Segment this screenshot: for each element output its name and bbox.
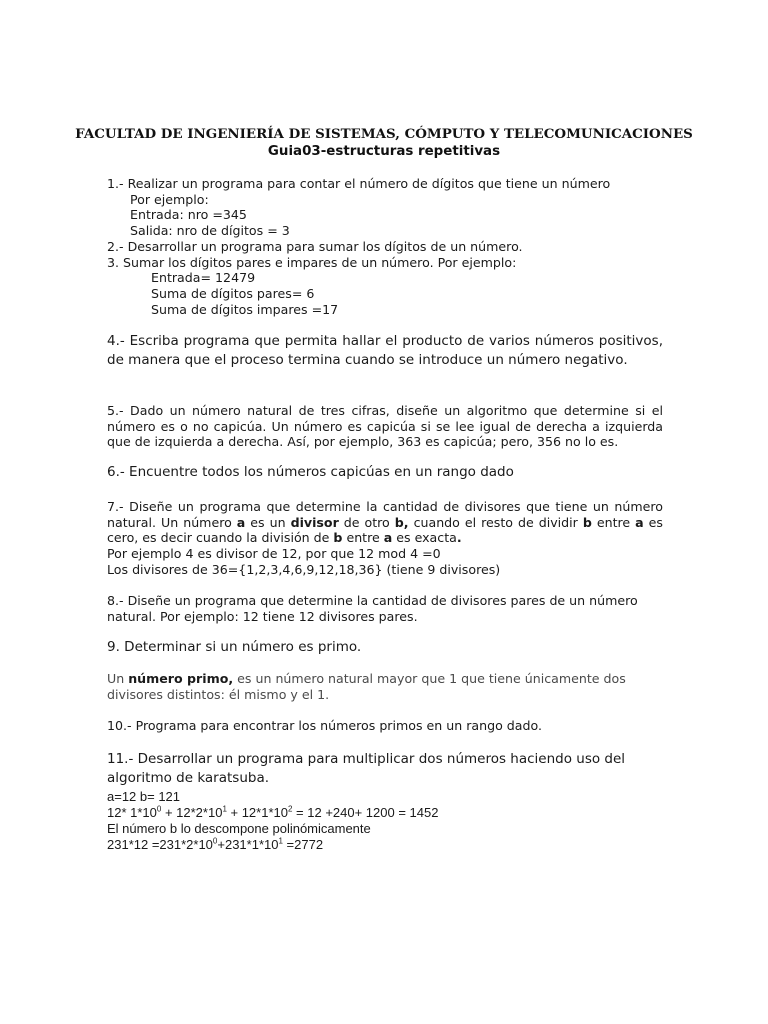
math-part: + 12*1*10 bbox=[226, 805, 288, 820]
exercise-1-text: 1.- Realizar un programa para contar el número de dígitos que tiene un número bbox=[107, 176, 611, 191]
exercise-1 bbox=[107, 176, 663, 317]
math-part: 12* 1*10 bbox=[107, 805, 157, 820]
karatsuba-expansion-a bbox=[107, 805, 663, 821]
ex7-text-part: es exacta bbox=[392, 530, 457, 546]
exercise-10 bbox=[107, 718, 663, 734]
ex7-var-a: a bbox=[635, 514, 644, 530]
exercise-2-text: 2.- Desarrollar un programa para sumar los dígitos de un número. bbox=[107, 238, 523, 254]
exercise-7-text bbox=[107, 499, 663, 546]
exercise-3-even-sum: Suma de dígitos pares= 6 bbox=[151, 285, 315, 301]
exponent: 0 bbox=[212, 836, 218, 846]
prime-text-part: Un bbox=[107, 671, 129, 686]
exercise-11-text: 11.- Desarrollar un programa para multiplicar dos números haciendo uso del algoritmo de karatsuba. bbox=[107, 751, 626, 786]
exercise-4 bbox=[107, 332, 663, 370]
prime-definition bbox=[107, 671, 663, 702]
exercise-7-example: Por ejemplo 4 es divisor de 12, por que 12 mod 4 =0 bbox=[107, 546, 441, 562]
ex7-text-part: cuando el resto de dividir bbox=[408, 514, 583, 530]
exponent: 2 bbox=[287, 804, 293, 814]
ex7-text-part: es cero, es decir cuando la división de bbox=[107, 514, 663, 546]
exercise-1-output: Salida: nro de dígitos = 3 bbox=[130, 223, 290, 239]
exercise-1-example-label: Por ejemplo: bbox=[130, 191, 209, 207]
math-part: 231*12 =231*2*10 bbox=[107, 837, 213, 852]
karatsuba-values: a=12 b= 121 bbox=[107, 789, 181, 804]
exercise-3-input: Entrada= 12479 bbox=[151, 270, 256, 286]
karatsuba-description: El número b lo descompone polinómicamente bbox=[107, 821, 371, 836]
document-header bbox=[0, 126, 768, 160]
guide-subtitle: Guia03-estructuras repetitivas bbox=[267, 144, 501, 159]
exercise-5-text: 5.- Dado un número natural de tres cifras, diseñe un algoritmo que determine si el número es o no capicúa. Un número es capicúa si se lee igual de derecha a izquierda que de izquierda a derecha. Así, por ejemplo, 363 es capicúa; pero, 356 no lo es. bbox=[107, 403, 663, 450]
exercise-6-text: 6.- Encuentre todos los números capicúas en un rango dado bbox=[107, 464, 514, 480]
exercise-1-input: Entrada: nro =345 bbox=[130, 207, 247, 223]
exponent: 0 bbox=[156, 804, 162, 814]
ex7-var-b: b bbox=[582, 514, 592, 530]
faculty-title: FACULTAD DE INGENIERÍA DE SISTEMAS, CÓMPUTO Y TELECOMUNICACIONES bbox=[75, 126, 693, 142]
ex7-var-a: a bbox=[236, 514, 246, 530]
exercise-3-text: 3. Sumar los dígitos pares e impares de un número. Por ejemplo: bbox=[107, 254, 517, 270]
ex7-text-part: 7.- Diseñe un programa que determine la cantidad de divisores que tiene un número natural. Un número bbox=[107, 499, 663, 530]
exercise-6 bbox=[107, 463, 663, 482]
math-part: + 12*2*10 bbox=[161, 805, 223, 820]
ex7-text-part: entre bbox=[342, 530, 384, 546]
karatsuba-expansion-b bbox=[107, 837, 663, 853]
exercise-9-text: 9. Determinar si un número es primo. bbox=[107, 639, 362, 655]
exponent: 1 bbox=[278, 836, 283, 846]
exercise-11 bbox=[107, 750, 663, 853]
ex7-text-part: de otro bbox=[338, 514, 395, 530]
ex7-var-a: a bbox=[383, 530, 393, 546]
exercise-10-text: 10.- Programa para encontrar los números primos en un rango dado. bbox=[107, 718, 542, 733]
exercise-7-divisors-list: Los divisores de 36={1,2,3,4,6,9,12,18,36} (tiene 9 divisores) bbox=[107, 561, 501, 577]
exponent: 1 bbox=[222, 804, 227, 814]
exercise-8 bbox=[107, 593, 663, 624]
exercise-4-text: 4.- Escriba programa que permita hallar el producto de varios números positivos, de manera que el proceso termina cuando se introduce un número negativo. bbox=[107, 333, 663, 368]
prime-term: número primo, bbox=[128, 671, 234, 686]
ex7-divisor-term: divisor bbox=[290, 514, 339, 530]
ex7-var-b: b, bbox=[394, 514, 409, 530]
ex7-period: . bbox=[456, 530, 462, 546]
math-part: +231*1*10 bbox=[217, 837, 279, 852]
exercise-9 bbox=[107, 638, 663, 657]
ex7-text-part: entre bbox=[591, 514, 636, 530]
math-part: = 12 +240+ 1200 = 1452 bbox=[292, 805, 439, 820]
exercise-8-text: 8.- Diseñe un programa que determine la cantidad de divisores pares de un número natural. Por ejemplo: 12 tiene 12 divisores pares. bbox=[107, 593, 638, 624]
exercise-3-odd-sum: Suma de dígitos impares =17 bbox=[151, 301, 339, 317]
ex7-var-b: b bbox=[333, 530, 343, 546]
ex7-text-part: es un bbox=[245, 514, 291, 530]
exercise-5 bbox=[107, 403, 663, 450]
prime-definition-text bbox=[107, 671, 663, 702]
prime-text-part: es un número natural mayor que 1 que tiene únicamente dos divisores distintos: él mismo y el 1. bbox=[107, 671, 626, 702]
math-part: =2772 bbox=[282, 837, 324, 852]
exercise-7 bbox=[107, 499, 663, 578]
